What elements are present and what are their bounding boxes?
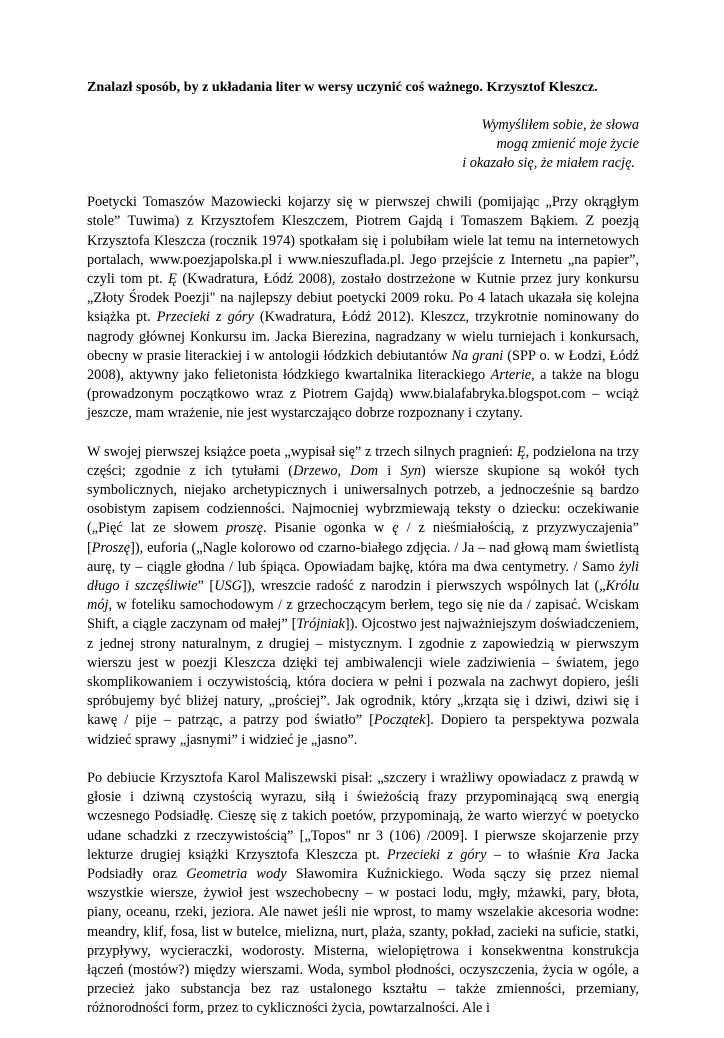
text-run: W swojej pierwszej książce poeta „wypisał się” z trzech silnych pragnień: bbox=[87, 443, 517, 460]
italic-text: Przecieki z góry bbox=[156, 309, 254, 326]
text-run: ]. Dopiero ta perspektywa pozwala widzieć sprawy „jasnymi” i widzieć je „jasno”. bbox=[87, 712, 639, 748]
italic-text: USG bbox=[214, 578, 243, 595]
text-run: , a także na blogu (prowadzonym początkowo wraz z Piotrem Gajdą) www.bialafabryka.blogspot.com – wciąż jeszcze, mam wrażenie, nie jest wystarczająco dobrze rozpoznany i czytany. bbox=[87, 367, 639, 422]
text-run: ]), wreszcie radość z narodzin i pierwszych wspólnych lat („ bbox=[242, 578, 606, 595]
document-page bbox=[87, 78, 639, 1038]
text-run: Poetycki Tomaszów Mazowiecki kojarzy się w pierwszej chwili (pomijając „Przy okrągłym stole” Tuwima) z Krzysztofem Kleszczem, Piotrem Gajdą i Tomaszem Bąkiem. Z poezją Krzysztofa Kleszcza (rocznik 1974) spotkałam się i polubiłam wiele lat temu na internetowych portalach, www.poezjapolska.pl i www.nieszuflada.pl. Jego przejście z Internetu „na papier”, czyli tom pt. bbox=[87, 194, 639, 288]
italic-text: ę bbox=[392, 520, 399, 537]
article-title: Znalazł sposób, by z układania liter w wersy uczynić coś ważnego. Krzysztof Kleszcz. bbox=[87, 79, 598, 95]
motto-poem bbox=[87, 116, 639, 173]
italic-text: Geometria wody bbox=[186, 865, 287, 882]
italic-text: Kra bbox=[577, 846, 600, 863]
italic-text: Przecieki z góry bbox=[386, 846, 487, 863]
motto-line-1: Wymyśliłem sobie, że słowa bbox=[481, 117, 639, 134]
italic-text: Na grani bbox=[451, 347, 504, 364]
text-run: / z nieśmiałością, z przyzwyczajenia” [ bbox=[87, 520, 639, 556]
italic-text: proszę bbox=[226, 520, 263, 537]
paragraph-1 bbox=[87, 193, 639, 423]
italic-text: Arterie bbox=[490, 367, 532, 384]
text-run: , w foteliku samochodowym / z grzechoczącym berłem, tego się nie da / zapisać. Wciskam Shift, a ciągle zaczynam od małej” [ bbox=[87, 597, 639, 633]
text-run: ]), euforia („Nagle kolorowo od czarno-białego zdjęcia. / Ja – nad głową mam świetlistą aurę, ty – ciągle głodna / lub śpiąca. Opowiadam bajkę, która ma dwa centymetry. / Samo bbox=[87, 539, 639, 575]
motto-line-3: i okazało się, że miałem rację. bbox=[462, 155, 635, 172]
italic-text: Proszę bbox=[91, 539, 131, 556]
text-run: Jacka Podsiadły oraz bbox=[87, 846, 639, 882]
text-run: ]). Ojcostwo jest najważniejszym doświadczeniem, z jednej strony naturalnym, z drugiej – mistycznym. I zgodnie z zapowiedzią w pierwszym wierszu jest w poezji Kleszcza dzięki tej ambiwalencji wiele zadziwienia – światem, jego skomplikowaniem i oczywistością, która dociera w pełni i pozwala na zachwyt dopiero, jeśli spróbujemy być bliżej natury, „prościej”. Jak ogrodnik, który „krząta się i dziwi, dziwi się i kawę / pije – patrząc, a patrzy pod światło” [ bbox=[87, 616, 639, 729]
italic-text: Ę bbox=[516, 443, 526, 460]
italic-text: Dom bbox=[350, 462, 379, 479]
text-run: – to właśnie bbox=[486, 846, 578, 863]
text-run: (SPP o. w Łodzi, Łódź 2008), aktywny jako felietonista łódzkiego kwartalnika literackiego bbox=[87, 347, 639, 384]
paragraph-2 bbox=[87, 443, 639, 750]
italic-text: Trójniak bbox=[296, 616, 345, 633]
italic-text: Drzewo bbox=[293, 462, 338, 479]
italic-text: Królu mój bbox=[87, 578, 639, 614]
text-run: , bbox=[337, 462, 351, 479]
italic-text: Początek bbox=[373, 712, 426, 729]
text-run: ” [ bbox=[197, 578, 215, 595]
text-run: (Kwadratura, Łódź 2012). Kleszcz, trzykrotnie nominowany do nagrody głównej Konkursu im. Jacka Bierezina, nagradzany w wielu turniejach i konkursach, obecny w prasie literackiej i w antologii łódzkich debiutantów bbox=[87, 309, 639, 364]
text-run: , podzielona na trzy części; zgodnie z ich tytułami ( bbox=[87, 443, 639, 479]
italic-text: Syn bbox=[400, 462, 421, 479]
text-run: . Pisanie ogonka w bbox=[262, 520, 393, 537]
motto-line-2: mogą zmienić moje życie bbox=[496, 136, 639, 153]
text-run: (Kwadratura, Łódź 2008), zostało dostrzeżone w Kutnie przez jury konkursu „Złoty Środek Poezji" na najlepszy debiut poetycki 2009 roku. Po 4 latach ukazała się kolejna książka pt. bbox=[87, 271, 639, 326]
text-run: ) wiersze skupione są wokół tych symbolicznych, niejako archetypicznych i uniwersalnych potrzeb, a jednocześnie są bardzo osobistym zapisem codzienności. Najmocniej wybrzmiewają teksty o dziecku: oczekiwanie („Pięć lat ze słowem bbox=[87, 462, 639, 537]
italic-text: Ę bbox=[168, 271, 177, 288]
italic-text: żyli długo i szczęśliwie bbox=[87, 558, 639, 595]
text-run: Po debiucie Krzysztofa Karol Maliszewski pisał: „szczery i wrażliwy opowiadacz z prawdą w głosie i dziwną czystością wyrazu, siłą i świeżością frazy przypominającą swą energią wczesnego Podsiadłę. Cieszę się z takich poetów, przypominają, że warto wierzyć w poetycko udane schadzki z rzeczywistością” [„Topos" nr 3 (106) /2009]. I pierwsze skojarzenie przy lekturze drugiej książki Krzysztofa Kleszcza pt. bbox=[87, 769, 639, 863]
text-run: i bbox=[378, 462, 401, 479]
paragraph-3 bbox=[87, 769, 639, 1019]
text-run: Sławomira Kuźnickiego. Woda sączy się przez niemal wszystkie wiersze, żywioł jest wszechobecny – w postaci lodu, mgły, mżawki, pary, błota, piany, oceanu, rzeki, jeziora. Ale nawet jeśli nie wprost, to mamy wszelakie akcesoria wodne: meandry, klif, fosa, list w butelce, mielizna, nurt, plaża, szanty, pokład, zacieki na suficie, statki, przypływy, wycieraczki, wodorosty. Misterna, wielopiętrowa i konsekwentna konstrukcja łączeń (mostów?) między wierszami. Woda, symbol płodności, oczyszczenia, życia w ogóle, a przecież jako substancja bez raz ustalonego kształtu – także zmienności, przemiany, różnorodności form, przez to cykliczności życia, powtarzalności. Ale i bbox=[87, 865, 639, 1017]
